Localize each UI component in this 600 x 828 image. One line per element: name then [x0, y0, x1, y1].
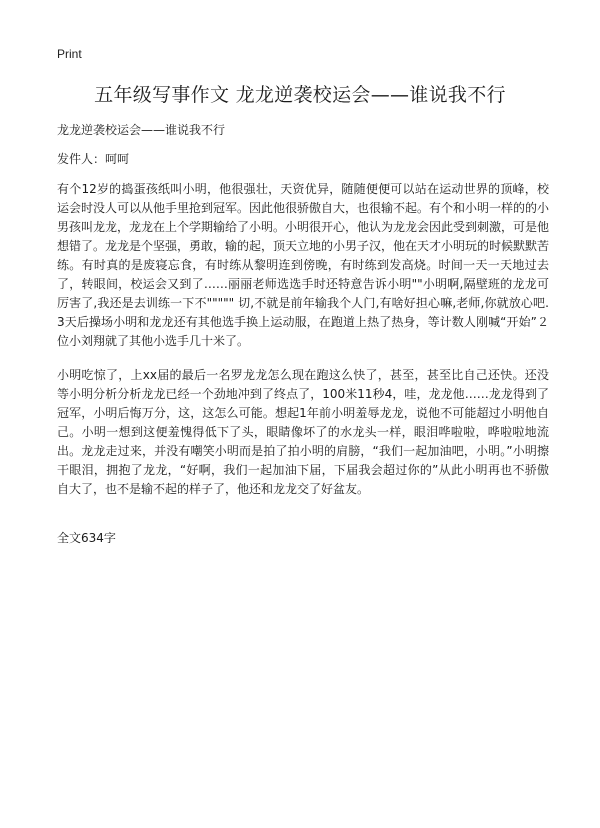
article-title: 五年级写事作文 龙龙逆袭校运会——谁说我不行 — [94, 84, 506, 106]
print-link[interactable]: Print — [57, 47, 82, 61]
word-count: 全文634字 — [57, 531, 116, 545]
article-body — [57, 180, 549, 514]
article-paragraph: 小明吃惊了，上xx届的最后一名罗龙龙怎么现在跑这么快了，甚至，甚至比自己还快。还没等小明分析分析龙龙已经一个劲地冲到了终点了，100米11秒4，哇，龙龙他……龙龙得到了冠军，小明后悔万分，这，这怎么可能。想起1年前小明羞辱龙龙，说他不可能超过小明他自己。小明一想到这便羞愧得低下了头，眼睛像坏了的水龙头一样，眼泪哗啦啦，哗啦啦地流出。龙龙走过来，并没有嘲笑小明而是拍了拍小明的肩膀，“我们一起加油吧，小明。”小明擦干眼泪，拥抱了龙龙，“好啊，我们一起加油下届，下届我会超过你的”从此小明再也不骄傲自大了，也不是输不起的样子了，他还和龙龙交了好盆友。 — [57, 368, 549, 496]
author-line — [57, 150, 129, 167]
author-label: 发件人： — [57, 152, 106, 166]
author-name: 呵呵 — [105, 152, 130, 166]
article-subtitle: 龙龙逆袭校运会——谁说我不行 — [57, 123, 226, 137]
article-paragraph: 有个12岁的捣蛋孩纸叫小明，他很强壮，天资优异，随随便便可以站在运动世界的顶峰，校运会时没人可以从他手里抢到冠军。因此他很骄傲自大，也很输不起。有个和小明一样的的小男孩叫龙龙，龙龙在上个学期输给了小明。小明很开心，他认为龙龙会因此受到刺激，可是他想错了。龙龙是个坚强，勇敢，输的起，顶天立地的小男子汉，他在天才小明玩的时候默默苦练。有时真的是废寝忘食，有时练从黎明连到傍晚，有时练到发高烧。时间一天一天地过去了，转眼间，校运会又到了……丽丽老师选选手时还特意告诉小明""小明啊,隔壁班的龙龙可厉害了,我还是去训练一下不""""" 切,不就是前年输我个人门,有啥好担心嘛,老师,你就放心吧.3天后操场小明和龙龙还有其他选手换上运动服，在跑道上热了热身，等计数人刚喊“开始”２位小刘翔就了其他小选手几十米了。 — [57, 182, 550, 348]
